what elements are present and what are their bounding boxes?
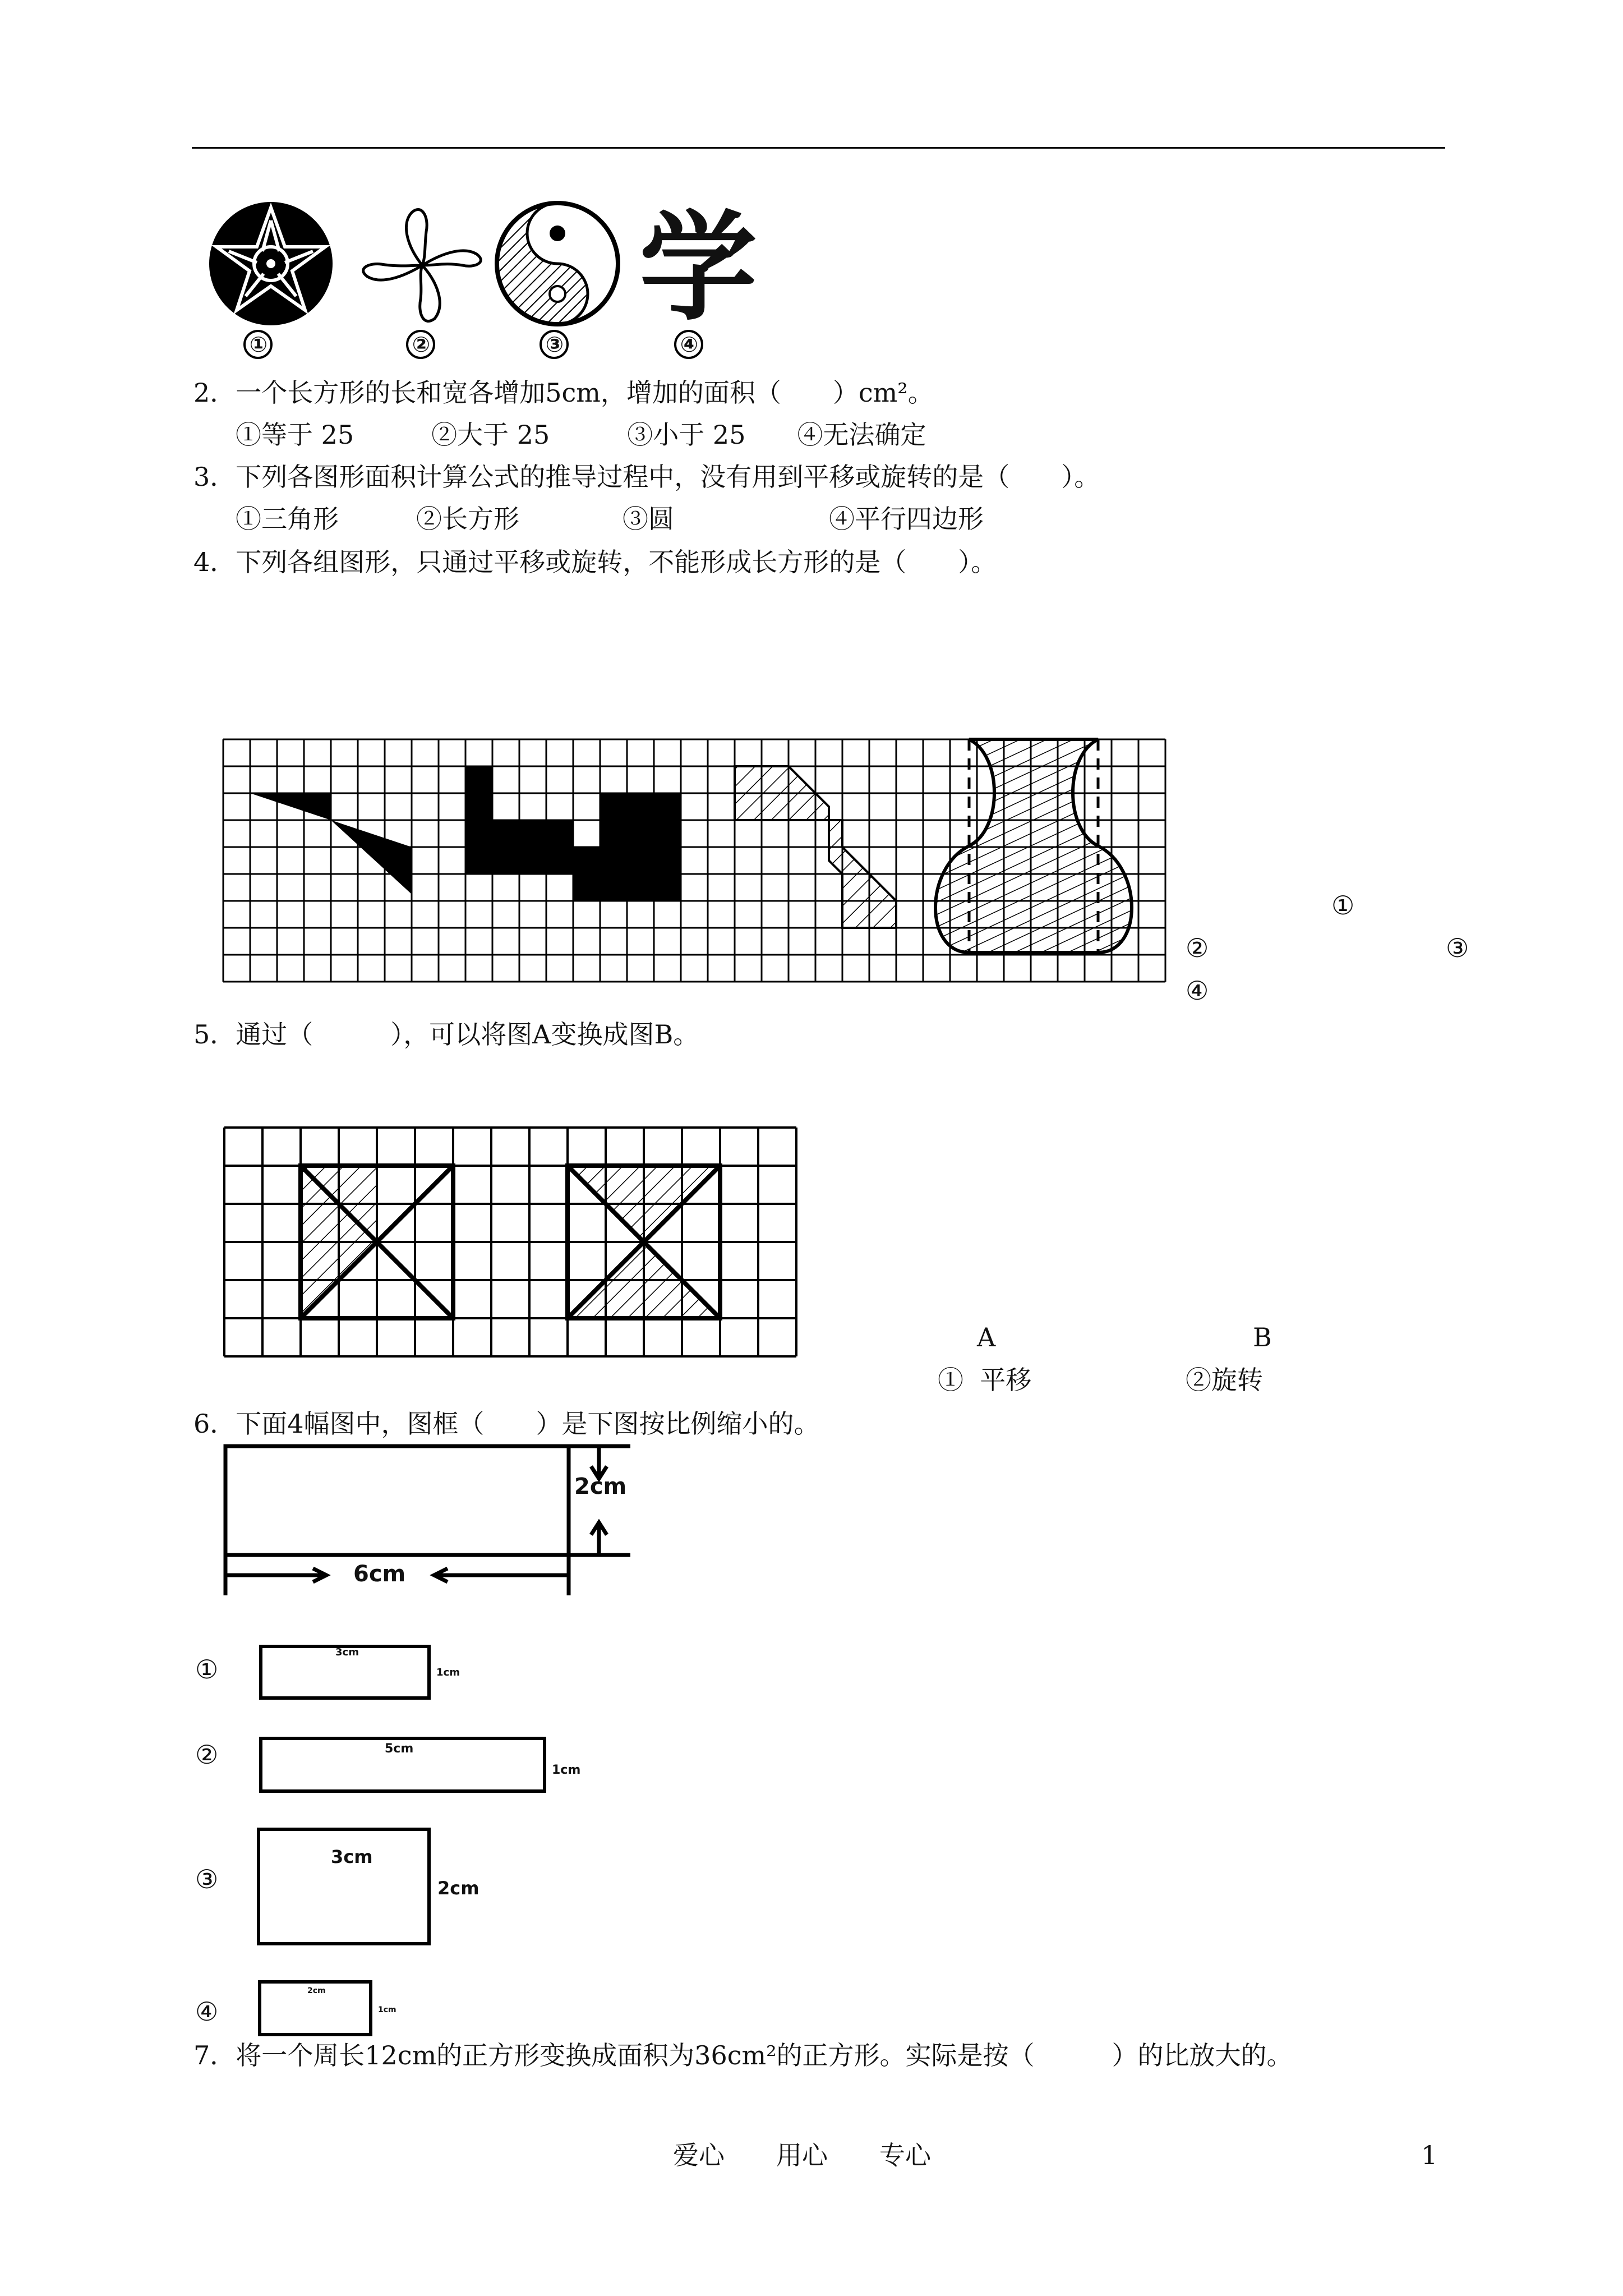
figure-label-3: ③ (545, 332, 564, 357)
q6-choice-3-height: 2cm (437, 1878, 479, 1899)
q5-option-1: ① 平移 (938, 1365, 1032, 1395)
q6-choice-2-width: 5cm (385, 1742, 414, 1756)
q4-grid-figure (223, 739, 1161, 982)
q6-choice-4-width: 2cm (307, 1986, 326, 1995)
footer-center: 爱心 用心 专心 (673, 2140, 931, 2170)
figure-3-yin-yang (491, 201, 626, 327)
q4-option-2: ② (1186, 933, 1209, 963)
q4-option-4: ④ (1186, 976, 1209, 1006)
q2-stem: 2．一个长方形的长和宽各增加5cm，增加的面积（ ）cm²。 (193, 378, 934, 408)
figure-label-2: ② (412, 332, 431, 357)
figure-4-character: 学 (639, 199, 758, 337)
page-number: 1 (1421, 2140, 1438, 2170)
q5-option-2: ②旋转 (1186, 1365, 1263, 1395)
q6-main-rectangle (223, 1444, 638, 1601)
q4-option-3: ③ (1446, 933, 1469, 963)
q6-main-width-label: 6cm (353, 1561, 406, 1587)
figure-label-circles (247, 328, 718, 361)
q6-choice-4-label: ④ (195, 1996, 219, 2027)
q7-stem: 7．将一个周长12cm的正方形变换成面积为36cm²的正方形。实际是按（ ）的比放大的。 (193, 2040, 1293, 2070)
q6-choice-3-label: ③ (195, 1864, 219, 1894)
q6-choice-4-height: 1cm (378, 2005, 396, 2014)
q4-stem: 4．下列各组图形，只通过平移或旋转，不能形成长方形的是（ ）。 (193, 547, 997, 577)
q6-choice-1-height: 1cm (436, 1667, 460, 1678)
q6-main-height-label: 2cm (574, 1474, 627, 1499)
q6-choice-2-label: ② (195, 1740, 219, 1770)
q5-stem: 5．通过（ ），可以将图A变换成图B。 (193, 1019, 699, 1050)
q4-option-1: ① (1331, 890, 1355, 921)
q2-options: ①等于 25 ②大于 25 ③小于 25 ④无法确定 (236, 420, 926, 450)
q6-choice-2-height: 1cm (552, 1763, 581, 1777)
q5-grid-figure (224, 1128, 791, 1356)
q6-choice-3-width: 3cm (331, 1846, 373, 1867)
q3-stem: 3．下列各图形面积计算公式的推导过程中，没有用到平移或旋转的是（ ）。 (193, 462, 1100, 492)
figure-label-4: ④ (680, 332, 699, 357)
q3-options: ①三角形 ②长方形 ③圆 ④平行四边形 (236, 504, 984, 534)
figure-2-pinwheel (356, 206, 491, 327)
q5-label-a: A (977, 1322, 996, 1352)
figure-label-1: ① (249, 332, 268, 357)
q6-stem: 6．下面4幅图中，图框（ ）是下图按比例缩小的。 (193, 1409, 820, 1439)
q6-choice-1-width: 3cm (335, 1646, 359, 1658)
header-rule (192, 147, 1445, 149)
q5-label-b: B (1253, 1322, 1272, 1352)
figure-1-flower-medallion (201, 201, 344, 327)
q6-choice-1-label: ① (195, 1654, 219, 1685)
